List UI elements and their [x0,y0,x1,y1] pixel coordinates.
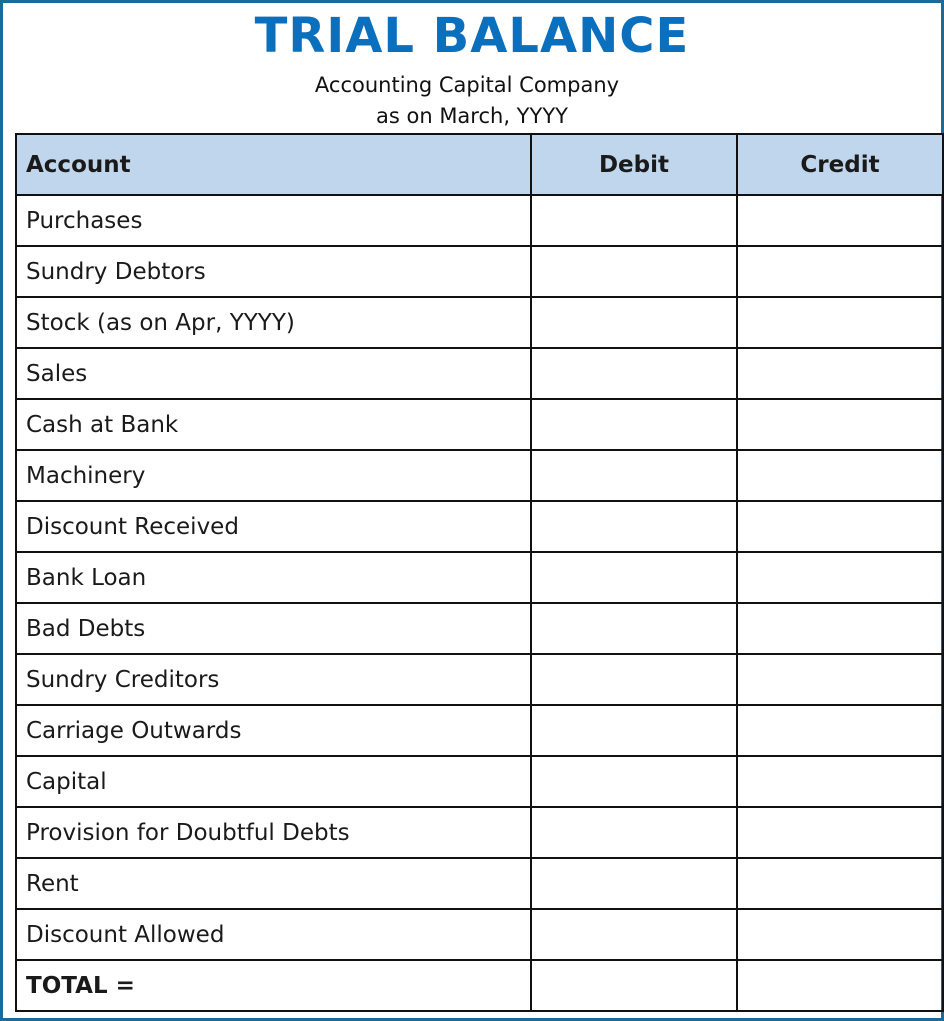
debit-cell[interactable] [531,756,737,807]
debit-cell[interactable] [531,297,737,348]
debit-cell[interactable] [531,195,737,246]
date-line: as on March, YYYY [376,104,568,128]
total-credit-cell[interactable] [737,960,943,1011]
table-row [16,858,943,909]
debit-cell[interactable] [531,705,737,756]
table-row [16,348,943,399]
credit-cell[interactable] [737,552,943,603]
document-page [7,5,937,1014]
table-row [16,603,943,654]
credit-cell[interactable] [737,756,943,807]
debit-cell[interactable] [531,909,737,960]
document-title: TRIAL BALANCE [254,8,690,64]
table-row [16,195,943,246]
debit-cell[interactable] [531,552,737,603]
account-cell: Bad Debts [16,603,531,654]
table-row [16,654,943,705]
company-name: Accounting Capital Company [314,73,620,97]
account-cell: Machinery [16,450,531,501]
credit-cell[interactable] [737,909,943,960]
debit-cell[interactable] [531,654,737,705]
debit-cell[interactable] [531,807,737,858]
debit-cell[interactable] [531,399,737,450]
table-row [16,909,943,960]
account-cell: Discount Allowed [16,909,531,960]
table-row [16,705,943,756]
table-header-row [16,134,943,195]
table-row [16,399,943,450]
credit-cell[interactable] [737,450,943,501]
account-cell: Bank Loan [16,552,531,603]
table-row [16,501,943,552]
credit-cell[interactable] [737,297,943,348]
account-cell: Stock (as on Apr, YYYY) [16,297,531,348]
account-cell: Discount Received [16,501,531,552]
table-row [16,756,943,807]
credit-cell[interactable] [737,603,943,654]
debit-cell[interactable] [531,450,737,501]
debit-cell[interactable] [531,603,737,654]
table-row [16,807,943,858]
account-cell: Rent [16,858,531,909]
trial-balance-table [15,133,944,1012]
table-row [16,246,943,297]
account-cell: Purchases [16,195,531,246]
credit-cell[interactable] [737,195,943,246]
debit-cell[interactable] [531,858,737,909]
credit-cell[interactable] [737,501,943,552]
account-cell: Sundry Debtors [16,246,531,297]
credit-cell[interactable] [737,807,943,858]
credit-cell[interactable] [737,858,943,909]
credit-cell[interactable] [737,654,943,705]
credit-cell[interactable] [737,399,943,450]
debit-cell[interactable] [531,501,737,552]
total-label: TOTAL = [16,960,531,1011]
table-row [16,450,943,501]
total-row [16,960,943,1011]
credit-cell[interactable] [737,246,943,297]
debit-cell[interactable] [531,246,737,297]
total-debit-cell[interactable] [531,960,737,1011]
header-account: Account [16,134,531,195]
credit-cell[interactable] [737,705,943,756]
account-cell: Carriage Outwards [16,705,531,756]
account-cell: Sundry Creditors [16,654,531,705]
table-row [16,297,943,348]
header-debit: Debit [531,134,737,195]
header-credit: Credit [737,134,943,195]
credit-cell[interactable] [737,348,943,399]
debit-cell[interactable] [531,348,737,399]
table-body [16,195,943,1011]
account-cell: Provision for Doubtful Debts [16,807,531,858]
account-cell: Sales [16,348,531,399]
account-cell: Cash at Bank [16,399,531,450]
table-row [16,552,943,603]
account-cell: Capital [16,756,531,807]
